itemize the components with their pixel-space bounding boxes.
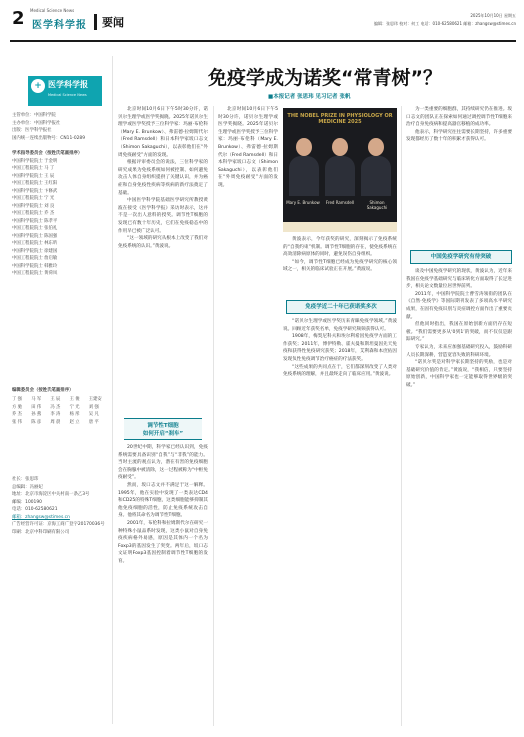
paragraph: “这一领域的研究从根本上改变了我们对免疫系统的认识。”黄波说。 — [118, 236, 208, 249]
paragraph: 他表示，科学研究往往需要长期坚持，许多重要发现都经历了数十年的积累才获得认可。 — [406, 129, 512, 143]
contact-line: 社长：张思玮 — [12, 477, 39, 482]
advisory-member: 中国工程院院士 王红阳 — [12, 181, 58, 186]
article-column-2-top — [218, 106, 278, 234]
advisory-member: 中国科学院院士 徐建国 — [12, 248, 58, 254]
editor-name: 杨 彤 — [69, 412, 80, 417]
editor-name: 孙 燕 — [31, 412, 42, 417]
paragraph: 但他同时指出，我国在原始创新方面仍存在短板。“我们需要更多从‘0到1’的突破，而不仅仅是跟踪研究。” — [406, 322, 512, 343]
section-marker — [94, 14, 97, 30]
contact-line: 印刷：北京中科印刷有限公司 — [12, 529, 70, 535]
paragraph: “这些成果的共同点在于，它们都深刻改变了人类对免疫系统的理解，并且最终走向了临床应用。”黄波说。 — [283, 364, 397, 378]
advisory-member: 中国工程院院士 林东昕 — [12, 241, 58, 246]
advisory-committee — [12, 150, 108, 278]
laureate-portrait — [325, 138, 355, 196]
contact-line: 邮编：100190 — [12, 499, 42, 505]
advisory-member: 中国科学院院士 陈孝平 — [12, 218, 58, 224]
editor-name: 宁 光 — [69, 404, 80, 410]
column-divider — [213, 106, 214, 726]
contact-line: 广告经营许可证：京海工商广登字20170036号 — [12, 522, 105, 527]
advisory-heading: 学术指导委员会（按姓氏笔画排序） — [12, 151, 83, 156]
laureate-name: Mary E. Brunkow — [286, 200, 320, 205]
advisory-member: 中国工程院院士 黄荷凤 — [12, 271, 58, 276]
brand-english: Medical Science News — [30, 8, 75, 13]
editor-name: 马 军 — [31, 397, 42, 402]
paragraph: 北京时间10月6日下午5时30分许，诺贝尔生理学或医学奖揭晓。2025年诺贝尔生理学或医学奖授予三位科学家：玛丽·布伦科（Mary E. Brunkow）、弗雷德·拉姆斯代尔（Fred Ramsdell）和日本科学家坂口志文（Shimon Sakaguchi），以表彰他们在“外周免疫耐受”方面的发现。 — [118, 107, 208, 158]
editor-name: 丁 强 — [12, 397, 22, 402]
editorial-names — [12, 396, 108, 426]
editorial-heading-block — [12, 387, 108, 395]
paragraph: 1908年，梅契尼科夫和埃尔利希因免疫学方面的工作获奖；2011年，博伊特勒、霍夫曼和斯坦曼因先天免疫和获得性免疫研究获奖；2018年，艾利森和本庶佑因发现负性免疫调节治疗癌症的疗法获奖。 — [283, 334, 397, 362]
editor-name: 乔 杰 — [12, 412, 22, 417]
advisory-member: 中国科学院院士 韩雅玲 — [12, 263, 58, 269]
paragraph: 为一类重要的细胞群，其持续研究仍在推进。坂口志文的团队正在探索如何通过调控调节性T细胞来治疗自身免疫病和提高器官移植的成功率。 — [406, 107, 512, 128]
editor-name: 刘 强 — [88, 404, 99, 410]
editor-name: 吴 凡 — [88, 412, 99, 417]
laureate-name: Shimon Sakaguchi — [366, 200, 388, 210]
masthead-info — [12, 112, 108, 142]
editor-name: 陈 彦 — [31, 419, 42, 425]
sidebar-divider — [112, 56, 113, 724]
subheading-treg — [124, 418, 202, 440]
article-column-2 — [118, 444, 208, 727]
logo-subtitle: Medical Science News — [48, 93, 87, 97]
paragraph: 中国医学科学院基础医学研究所教授黄波在接受《医学科学报》采访时表示，这并不是一次出人意料的授奖。调节性T细胞的发现已有数十年历史，它们在免疫稳态中的作用早已被广泛认可。 — [118, 198, 208, 234]
advisory-member: 中国科学院院士 王 辰 — [12, 173, 55, 179]
contact-line: 电话：010-62580621 — [12, 507, 58, 512]
contact-line: 地址：北京市海淀区中关村南一条乙3号 — [12, 492, 90, 497]
editorial-heading: 编辑委员会（按姓氏笔画排序） — [12, 388, 74, 393]
paragraph: 2011年，中国科学院院士曹雪涛领衔的团队在《自然·免疫学》等国际期刊发表了多项高水平研究成果，在固有免疫识别与炎症调控方面作出了重要贡献。 — [406, 291, 512, 320]
laureate-name: Fred Ramsdell — [325, 200, 355, 205]
advisory-member: 中国工程院院士 乔 杰 — [12, 211, 55, 216]
article-column-4-top — [406, 106, 512, 246]
advisory-member: 中国工程院院士 宁 光 — [12, 196, 55, 201]
editor-name: 唐 平 — [88, 419, 99, 425]
photo-caption: THE NOBEL PRIZE IN PHYSIOLOGY OR MEDICINE 2025 — [287, 113, 393, 125]
laureate-portrait — [289, 138, 319, 196]
contact-email[interactable]: 邮箱：zhangsw@stimes.cn — [12, 514, 70, 520]
paragraph: 根据评审委员会的说法，三位科学家的研究成果为免疫系统如何被控制、如何避免攻击人体自身组织提供了关键认识，并为癌症和自身免疫性疾病等疾病的新疗法奠定了基础。 — [118, 160, 208, 196]
advisory-member: 中国工程院院士 张伯礼 — [12, 226, 58, 231]
section-title: 要闻 — [102, 16, 124, 29]
paragraph: “如今，调节性T细胞已经成为免疫学研究的核心领域之一，相关的临床试验正在开展。”黄波说。 — [283, 259, 397, 273]
editor-name: 王 辰 — [50, 397, 61, 402]
article-column-3-top — [283, 236, 397, 298]
logo-title: 医学科学报 — [48, 80, 88, 89]
advisory-member: 中国工程院院士 马 丁 — [12, 166, 55, 171]
editor-name: 田 伟 — [31, 404, 42, 410]
masthead-line: 国内统一连续出版物号：CN11-0289 — [12, 135, 85, 141]
photo-footer-bar — [283, 222, 397, 232]
article-byline: ■本报记者 张思玮 见习记者 张帆 — [268, 94, 351, 100]
paragraph: 专家认为，未来应加强基础研究投入，鼓励科研人员长期深耕，营造宽容失败的科研环境。 — [406, 344, 512, 358]
article-column-4 — [406, 268, 512, 726]
subheading-text: 调节性T细胞 如何开启“刹车” — [142, 423, 184, 437]
paragraph: 谈及中国免疫学研究的现状，黄波认为，近年来我国在免疫学基础研究与临床转化方面取得了长足进步，相关论文数量位居世界前列。 — [406, 269, 512, 290]
editor-name: 张 伟 — [12, 419, 22, 425]
masthead-logo — [28, 76, 102, 106]
paragraph: “诺贝尔奖是对科学家长期坚持的奖励，也是对基础研究价值的肯定。”黄波说，“我相信，只要坚持原始创新，中国科学家也一定能够取得世界级的突破。” — [406, 360, 512, 388]
page-header — [10, 6, 516, 42]
laureate-portrait — [361, 138, 391, 196]
masthead-line: 主办单位：中国科学报社 — [12, 120, 61, 126]
brand-name: 医学科学报 — [32, 20, 87, 31]
paragraph: 然而，坂口志文并不满足于这一解释。1995年，他在实验中发现了一类表达CD4和CD25的特殊T细胞，这类细胞能够抑制其他免疫细胞的活性，防止免疫系统攻击自身。他将其命名为调节性T细胞。 — [118, 482, 208, 519]
issue-date: 2025年10月10日 星期五 — [470, 13, 516, 18]
editor-name: 周 晨 — [50, 419, 61, 425]
editor-name: 李 涛 — [50, 412, 61, 417]
editor-name: 王建安 — [88, 397, 102, 402]
contact-info — [12, 476, 108, 536]
advisory-member: 中国科学院院士 于金明 — [12, 158, 58, 164]
paragraph: “诺贝尔生理学或医学奖历来青睐免疫学领域。”黄波说。回顾近年获奖名单，免疫学研究频频获得认可。 — [283, 319, 397, 332]
subheading-china-immunology: 中国免疫学研究有待突破 — [410, 250, 512, 264]
article-column-3 — [283, 318, 397, 726]
paragraph: 北京时间10月6日下午5时30分许，诺贝尔生理学或医学奖揭晓。2025年诺贝尔生理学或医学奖授予三位科学家：玛丽·布伦科（Mary E. Brunkow）、弗雷德·拉姆斯代尔（Fred Ramsdell）和日本科学家坂口志文（Shimon Sakaguchi），以表彰他们在“外周免疫耐受”方面的发现。 — [218, 107, 278, 188]
editor-name: 冯 杰 — [50, 404, 61, 410]
article-title: 免疫学成为诺奖“常青树”？ — [208, 67, 442, 89]
column-divider — [401, 106, 402, 726]
header-info — [336, 12, 516, 28]
page-number: 2 — [12, 8, 25, 29]
paragraph: 2001年，布伦科和拉姆斯代尔在研究一种特殊小鼠品系时发现，这类小鼠对自身免疫疾病格外易感，原因是其体内一个名为Foxp3的基因发生了突变。两年后，坂口志文证明Foxp3基因控制着调节性T细胞的发育。 — [118, 520, 208, 564]
advisory-member: 中国科学院院士 陈国强 — [12, 233, 58, 239]
logo-icon: + — [31, 79, 45, 93]
masthead-line: 主管单位：中国科学院 — [12, 113, 56, 118]
editor-line: 编辑：张思玮 校对：何工 电话：010-62580621 邮箱：zhangsw@stimes.cn — [374, 21, 516, 26]
laureates-photo — [283, 108, 397, 232]
advisory-member: 中国工程院院士 詹启敏 — [12, 256, 58, 261]
masthead-line: 出版：医学科学报社 — [12, 128, 52, 133]
paragraph: 黄波表示，今年获奖的研究，深刻揭示了免疫系统的“自我约束”机制。调节性T细胞的存在，使免疫系统在高效清除病原体的同时，避免误伤自身组织。 — [283, 237, 397, 258]
advisory-member: 中国科学院院士 卞修武 — [12, 188, 58, 194]
subheading-nobel-history: 免疫学近二十年已获诺奖多次 — [286, 300, 396, 314]
advisory-member: 中国科学院院士 刘 良 — [12, 203, 55, 209]
paragraph: 20世纪中期，科学家已经认识到，免疫系统需要具备识别“自我”与“非我”的能力。当时主流的观点认为，潜在有害的免疫细胞会在胸腺中被清除，这一过程被称为“中枢免疫耐受”。 — [118, 445, 208, 481]
editor-name: 王 俊 — [69, 397, 80, 402]
editor-name: 赵 立 — [69, 419, 80, 425]
editor-name: 方 驰 — [12, 404, 22, 410]
contact-line: 总编辑：冯丽妃 — [12, 484, 43, 490]
article-column-1 — [118, 106, 208, 416]
